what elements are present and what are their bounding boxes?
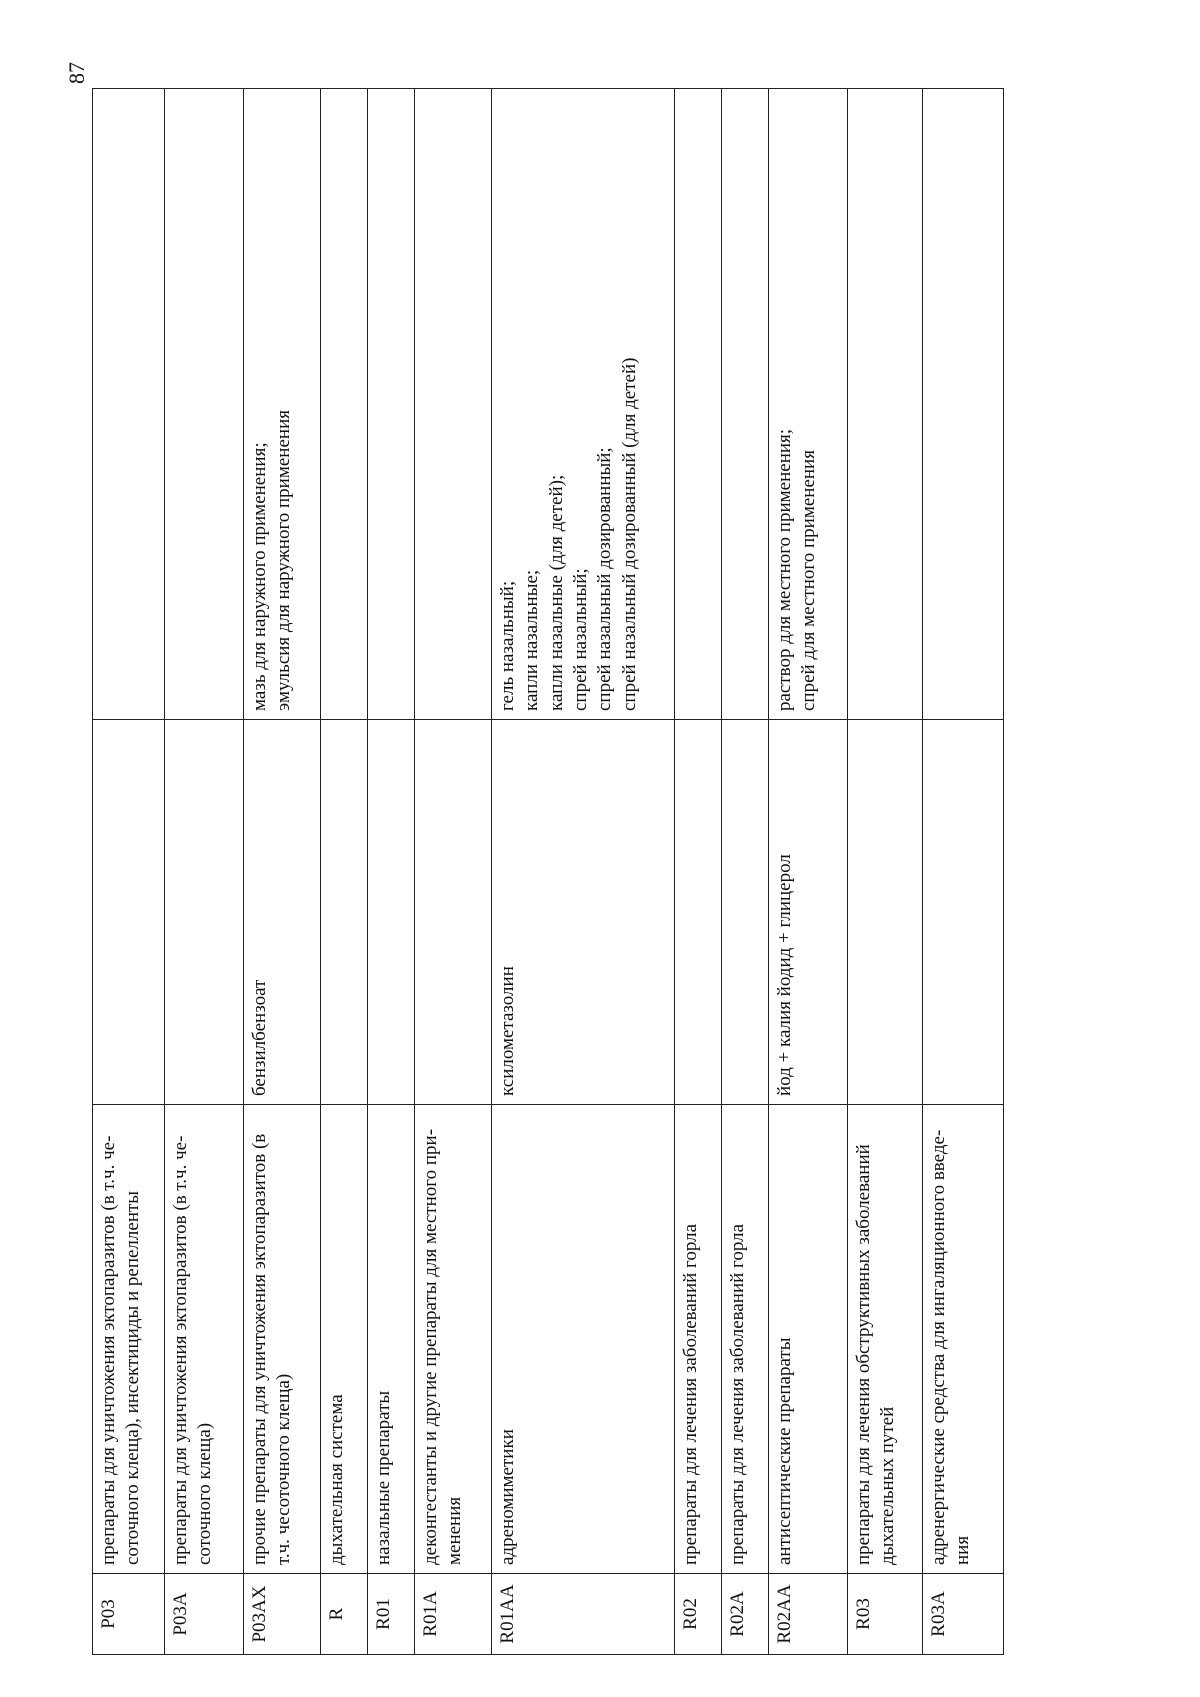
table-row	[93, 89, 165, 1655]
dosage-forms-cell	[722, 89, 769, 720]
dosage-forms-cell	[93, 89, 165, 720]
group-name-cell: прочие препараты для уничтожения эктопаразитов (в т.ч. чесоточного клеща)	[244, 1105, 321, 1574]
atc-code-cell: R01	[368, 1574, 415, 1655]
dosage-forms-cell	[675, 89, 722, 720]
drug-name-cell	[368, 720, 415, 1105]
dosage-form-item: мазь для наружного применения;	[249, 442, 270, 711]
drug-name-cell	[415, 720, 492, 1105]
dosage-form-item: спрей назальный дозированный;	[594, 447, 616, 711]
dosage-forms-cell	[321, 89, 368, 720]
table-row	[848, 89, 923, 1655]
dosage-form-item: гель назальный;	[497, 580, 518, 711]
group-name-cell: деконгестанты и другие препараты для местного при-менения	[415, 1105, 492, 1574]
dosage-forms-cell	[769, 89, 848, 720]
atc-code-cell: R02	[675, 1574, 722, 1655]
atc-code-cell: R	[321, 1574, 368, 1655]
drug-name-cell	[848, 720, 923, 1105]
group-name-cell: препараты для лечения заболеваний горла	[675, 1105, 722, 1574]
dosage-forms-cell	[492, 89, 675, 720]
group-name-cell: препараты для уничтожения эктопаразитов (в т.ч. че-соточного клеща), инсектициды и репелленты	[93, 1105, 165, 1574]
dosage-forms-cell	[244, 89, 321, 720]
atc-code-cell: P03A	[165, 1574, 244, 1655]
dosage-forms-cell	[165, 89, 244, 720]
drug-name-cell	[321, 720, 368, 1105]
drug-name-cell	[93, 720, 165, 1105]
dosage-form-item: раствор для местного применения;	[774, 428, 795, 711]
atc-code-cell: R03	[848, 1574, 923, 1655]
dosage-forms-cell	[368, 89, 415, 720]
table-row	[244, 89, 321, 1655]
drug-name-cell	[722, 720, 769, 1105]
group-name-cell: препараты для лечения обструктивных заболеваний дыхательных путей	[848, 1105, 923, 1574]
atc-code-cell: P03	[93, 1574, 165, 1655]
atc-code-cell: R01AA	[492, 1574, 675, 1655]
atc-code-cell: R03A	[923, 1574, 1004, 1655]
atc-code-cell: R02A	[722, 1574, 769, 1655]
drug-name-cell: ксилометазолин	[492, 720, 675, 1105]
drug-name-cell	[923, 720, 1004, 1105]
group-name-cell: адреномиметики	[492, 1105, 675, 1574]
dosage-form-item: спрей для местного применения	[798, 450, 820, 711]
drug-table	[92, 88, 1004, 1655]
table-row	[165, 89, 244, 1655]
group-name-cell: адренергические средства для ингаляционного введе-ния	[923, 1105, 1004, 1574]
dosage-form-item: капли назальные (для детей);	[545, 474, 567, 711]
table-row	[415, 89, 492, 1655]
group-name-cell: препараты для лечения заболеваний горла	[722, 1105, 769, 1574]
dosage-forms-cell	[415, 89, 492, 720]
atc-code-cell: R02AA	[769, 1574, 848, 1655]
table-row	[722, 89, 769, 1655]
table-row	[923, 89, 1004, 1655]
dosage-forms-cell	[923, 89, 1004, 720]
drug-name-cell: бензилбензоат	[244, 720, 321, 1105]
page-number: 87	[64, 62, 89, 84]
drug-table-body	[93, 89, 1004, 1655]
drug-name-cell: йод + калия йодид + глицерол	[769, 720, 848, 1105]
table-row	[368, 89, 415, 1655]
table-row	[321, 89, 368, 1655]
dosage-forms-cell	[848, 89, 923, 720]
table-row	[492, 89, 675, 1655]
group-name-cell: препараты для уничтожения эктопаразитов (в т.ч. че-соточного клеща)	[165, 1105, 244, 1574]
group-name-cell: антисептические препараты	[769, 1105, 848, 1574]
table-row	[769, 89, 848, 1655]
atc-code-cell: P03AX	[244, 1574, 321, 1655]
drug-name-cell	[165, 720, 244, 1105]
atc-code-cell: R01A	[415, 1574, 492, 1655]
dosage-form-item: спрей назальный дозированный (для детей)	[618, 357, 640, 711]
group-name-cell: назальные препараты	[368, 1105, 415, 1574]
table-row	[675, 89, 722, 1655]
group-name-cell: дыхательная система	[321, 1105, 368, 1574]
dosage-form-item: эмульсия для наружного применения	[273, 410, 295, 711]
drug-name-cell	[675, 720, 722, 1105]
dosage-form-item: спрей назальный;	[569, 568, 591, 711]
dosage-form-item: капли назальные;	[521, 569, 543, 711]
rotated-table-container	[92, 89, 1084, 1655]
